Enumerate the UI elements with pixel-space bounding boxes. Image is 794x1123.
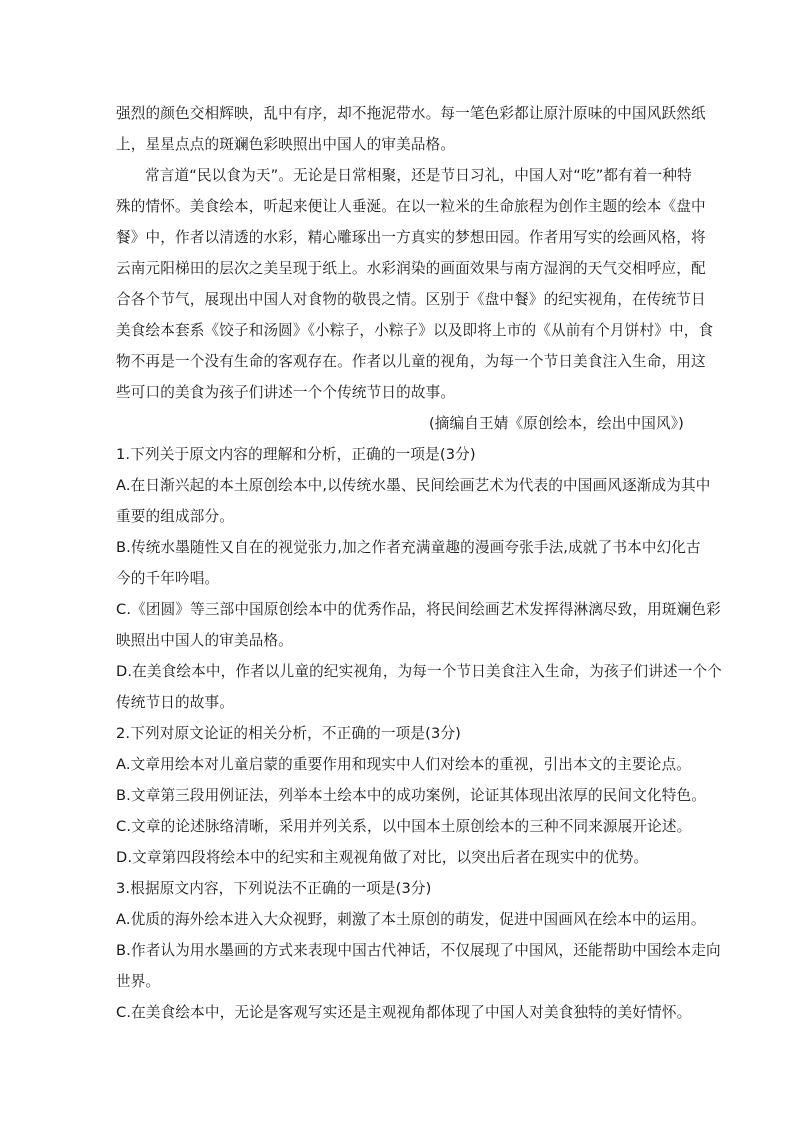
passage-p2-line-4: 云南元阳梯田的层次之美呈现于纸上。水彩润染的画面效果与南方湿润的天气交相呼应，配	[116, 260, 706, 277]
q2-option-c: C.文章的论述脉络清晰，采用并列关系，以中国本土原创绘本的三种不同来源展开论述。	[116, 818, 692, 835]
passage-p1-line-1: 强烈的颜色交相辉映，乱中有序，却不拖泥带水。每一笔色彩都让原汁原味的中国风跃然纸	[116, 105, 706, 122]
passage-p1-line-2: 上，星星点点的斑斓色彩映照出中国人的审美品格。	[116, 136, 456, 153]
passage-p2-line-5: 合各个节气，展现出中国人对食物的敬畏之情。区别于《盘中餐》的纪实视角，在传统节日	[116, 291, 706, 308]
q2-stem: 2.下列对原文论证的相关分析，不正确的一项是(3分)	[116, 725, 461, 742]
passage-p2-line-8: 些可口的美食为孩子们讲述一个个传统节日的故事。	[116, 384, 456, 401]
q3-option-a: A.优质的海外绘本进入大众视野，刺激了本土原创的萌发，促进中国画风在绘本中的运用。	[116, 911, 706, 928]
passage-p2-line-6: 美食绘本套系《饺子和汤圆》《小粽子，小粽子》以及即将上市的《从前有个月饼村》中，食	[116, 322, 714, 339]
q1-option-a-line-1: A.在日渐兴起的本土原创绘本中,以传统水墨、民间绘画艺术为代表的中国画风逐渐成为其中	[116, 477, 711, 494]
q3-stem: 3.根据原文内容，下列说法不正确的一项是(3分)	[116, 880, 432, 897]
q1-option-c-line-2: 映照出中国人的审美品格。	[116, 632, 293, 649]
q1-option-b-line-1: B.传统水墨随性又自在的视觉张力,加之作者充满童趣的漫画夸张手法,成就了书本中幻化古	[116, 539, 701, 556]
q1-option-a-line-2: 重要的组成部分。	[116, 508, 234, 525]
q3-option-c: C.在美食绘本中，无论是客观写实还是主观视角都体现了中国人对美食独特的美好情怀。	[116, 1004, 692, 1021]
q3-option-b-line-1: B.作者认为用水墨画的方式来表现中国古代神话，不仅展现了中国风，还能帮助中国绘本走向	[116, 942, 721, 959]
q3-option-b-line-2: 世界。	[116, 973, 161, 990]
passage-p2-line-2: 殊的情怀。美食绘本，听起来便让人垂涎。在以一粒米的生命旅程为创作主题的绘本《盘中	[116, 198, 706, 215]
q2-option-b: B.文章第三段用例证法，列举本土绘本中的成功案例，论证其体现出浓厚的民间文化特色。	[116, 787, 706, 804]
passage-p2-line-3: 餐》中，作者以清透的水彩，精心雕琢出一方真实的梦想田园。作者用写实的绘画风格，将	[116, 229, 706, 246]
passage-p2-line-7: 物不再是一个没有生命的客观存在。作者以儿童的视角，为每一个节日美食注入生命，用这	[116, 353, 706, 370]
q1-option-b-line-2: 今的千年吟唱。	[116, 570, 220, 587]
q2-option-a: A.文章用绘本对儿童启蒙的重要作用和现实中人们对绘本的重视，引出本文的主要论点。	[116, 756, 691, 773]
q1-option-c-line-1: C.《团圆》等三部中国原创绘本中的优秀作品，将民间绘画艺术发挥得淋漓尽致，用斑斓色彩	[116, 601, 721, 618]
passage-source: (摘编自王婧《原创绘本，绘出中国风》)	[428, 415, 684, 432]
q2-option-d: D.文章第四段将绘本中的纪实和主观视角做了对比，以突出后者在现实中的优势。	[116, 849, 649, 866]
q1-option-d-line-2: 传统节日的故事。	[116, 694, 234, 711]
q1-stem: 1.下列关于原文内容的理解和分析，正确的一项是(3分)	[116, 446, 476, 463]
passage-p2-line-1: 常言道“民以食为天”。无论是日常相聚，还是节日习礼，中国人对“吃”都有着一种特	[145, 167, 692, 184]
q1-option-d-line-1: D.在美食绘本中，作者以儿童的纪实视角，为每一个节日美食注入生命，为孩子们讲述一个个	[116, 663, 722, 680]
